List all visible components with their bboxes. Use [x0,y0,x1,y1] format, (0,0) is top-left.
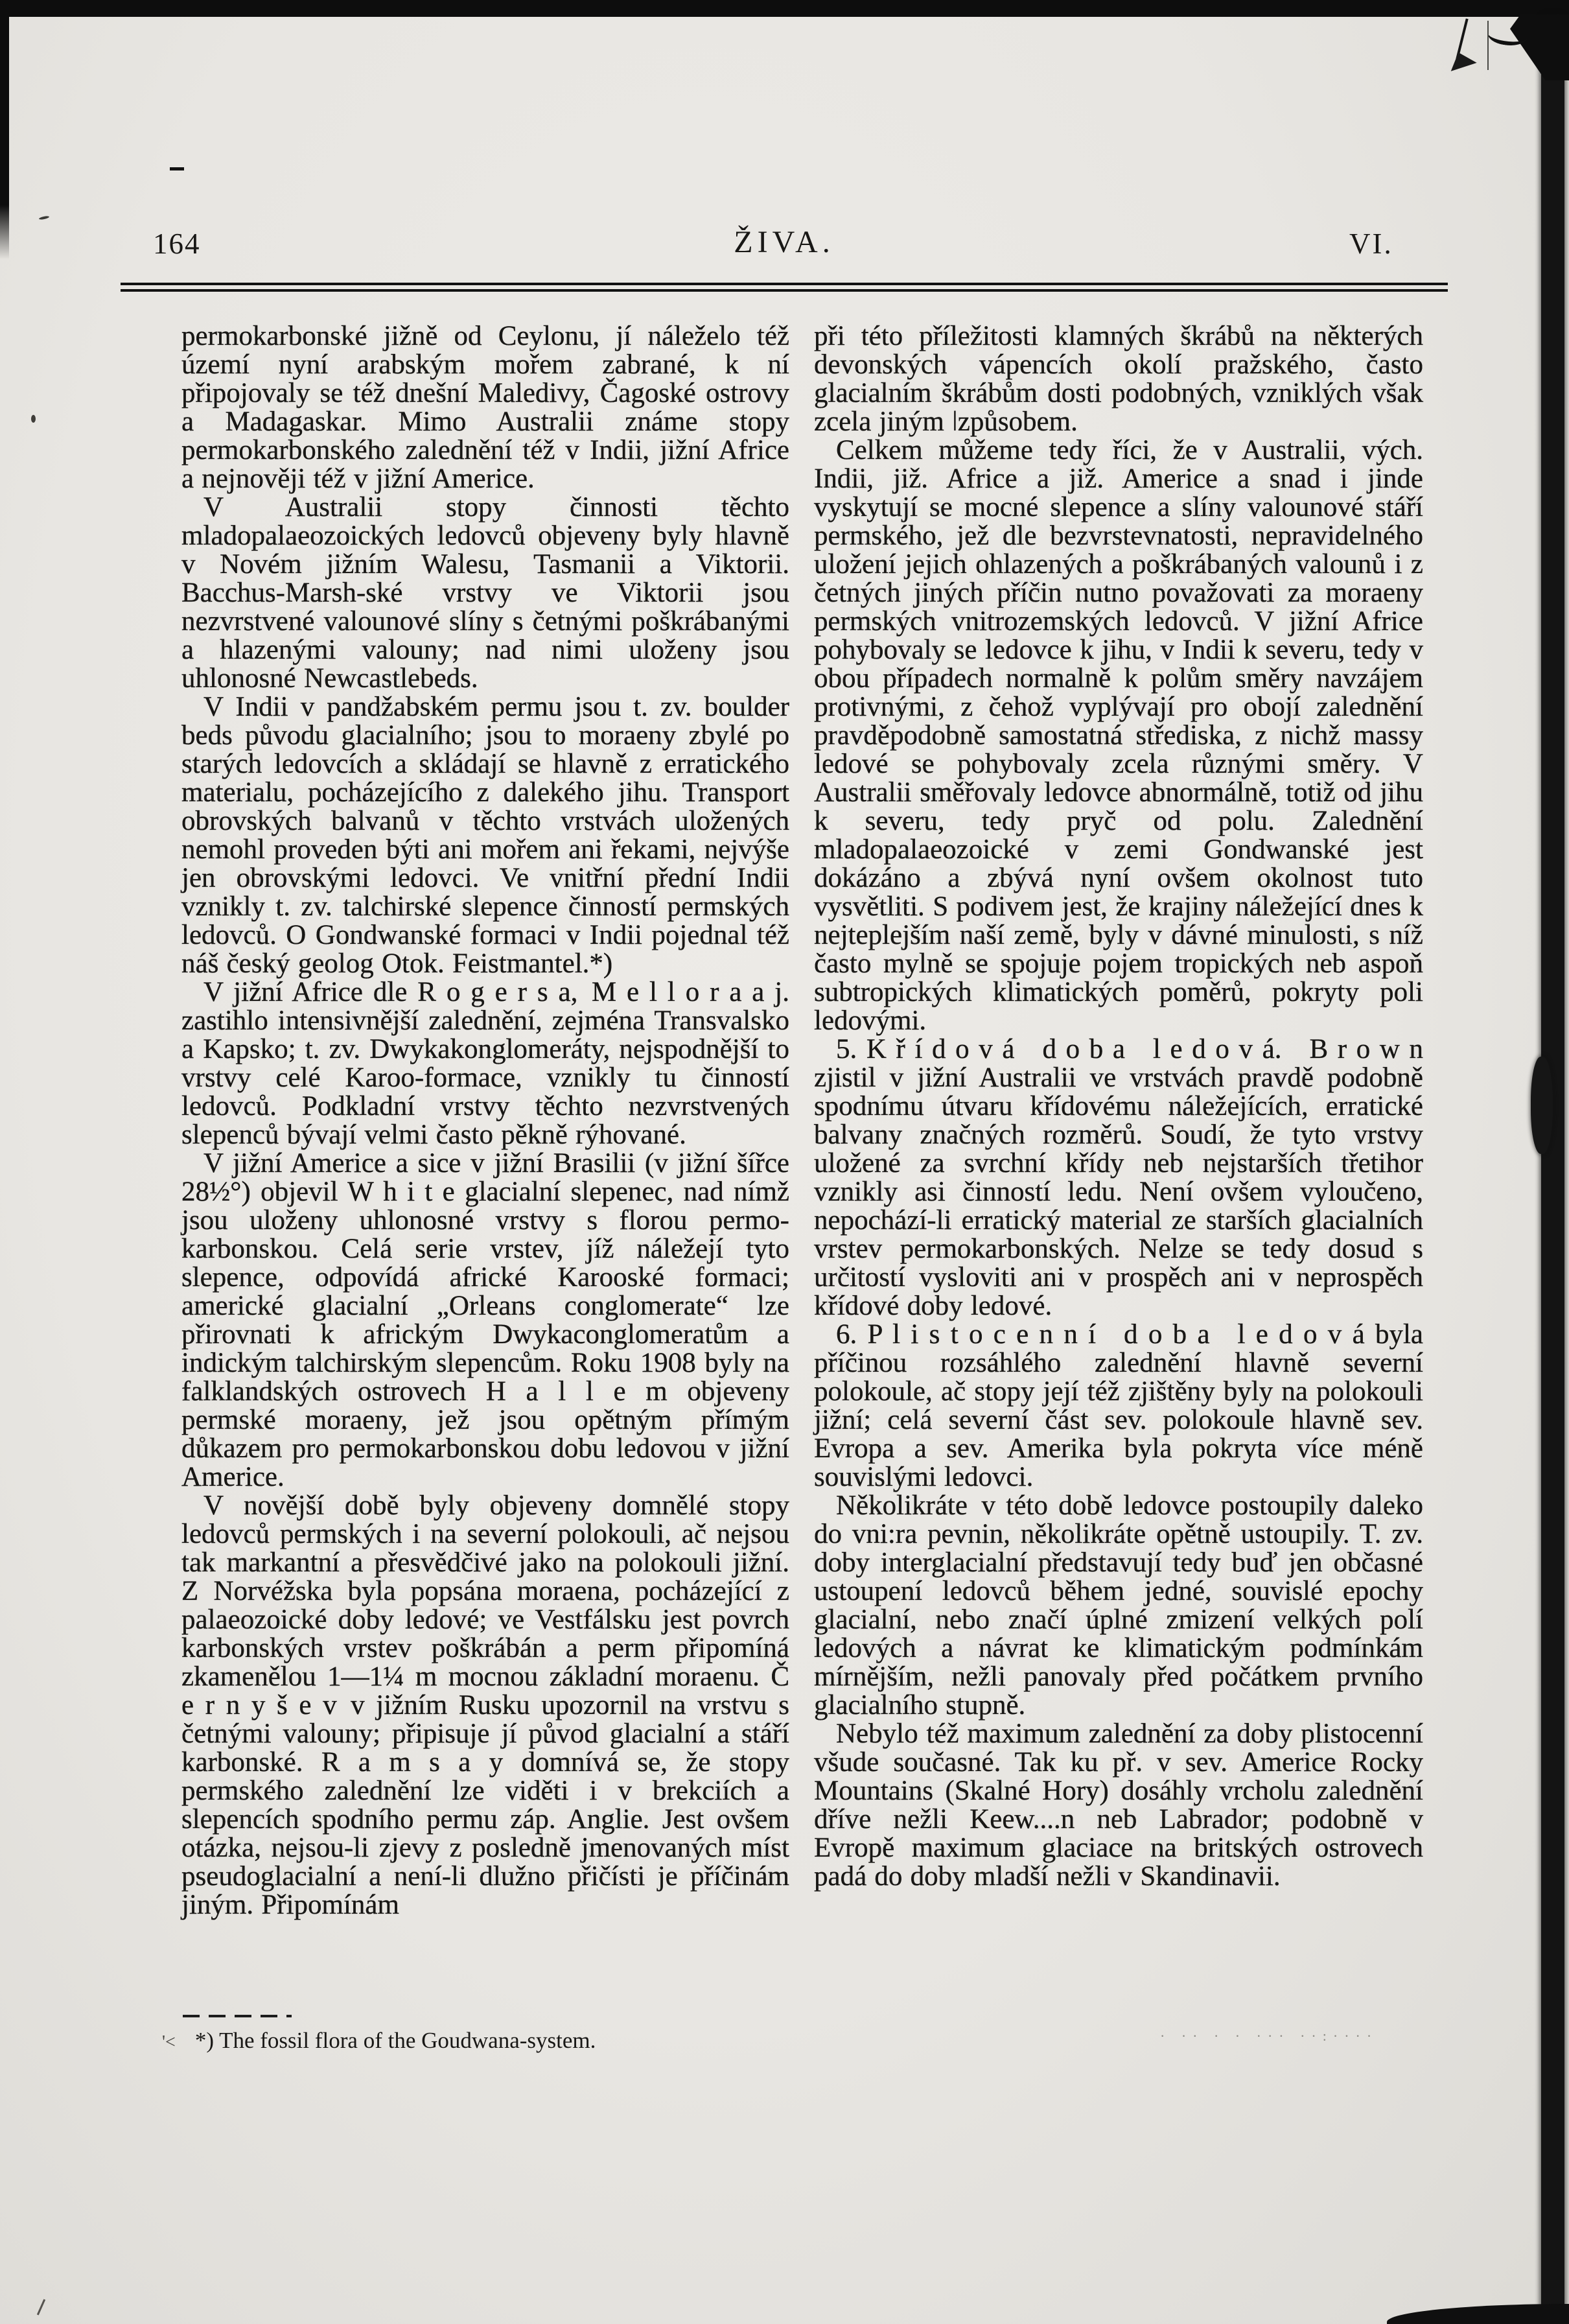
footnote [162,2028,1069,2054]
scan-thin-line [1487,21,1489,70]
paragraph: V Australii stopy činnosti těchto mladopalaeozoických ledovců objeveny byly hlavně v Novém jižním Walesu, Tasmanii a Viktorii. Bacchus-Marsh-ské vrstvy ve Viktorii jsou nezvrstvené valounové slíny s četnými poškrábanými a hlazenými valouny; nad nimi uloženy jsou uhlonosné Newcastlebeds. [181,492,789,694]
scan-specks: · ·· · · ··· ··:···· [1160,2028,1378,2044]
right-column [814,322,1423,1891]
paragraph: Nebylo též maximum zalednění za doby plistocenní všude současné. Tak ku př. v sev. Americe Rocky Mountains (Skalné Hory) dosáhly vrcholu zalednění dříve nežli Keew....n neb Labrador; podobně v Evropě maximum glaciace na britských ostrovech padá do doby mladší nežli v Skandinavii. [814,1719,1423,1892]
page-number: 164 [153,228,201,260]
header-rule [121,283,1448,292]
footnote-separator [183,2015,292,2017]
left-column [181,322,789,1919]
footnote-text: *) The fossil flora of the Goudwana-system. [194,2028,596,2053]
scan-triangle-mark [1446,48,1476,71]
paragraph: 5. K ř í d o v á d o b a l e d o v á. B r o w n zjistil v jižní Australii ve vrstvách pravdě podobně spodnímu útvaru křídovému náležejících, erratické balvany značných rozměrů. Soudí, že tyto vrstvy uložené za svrchní křídy neb nejstarších třetihor vznikly asi činností ledu. Není ovšem vyloučeno, nepochází-li erratický material ze starších glacialních vrstev permokarbonských. Nelze se tedy dosud s určitostí vysloviti ani v prospěch ani v neprospěch křídové doby ledové. [814,1034,1423,1321]
scan-stray-slash [37,2299,45,2316]
paragraph: V Indii v pandžabském permu jsou t. zv. boulder beds původu glacialního; jsou to moraeny zbylé po starých ledovcích a skládají se hlavně z erratického materialu, pocházejícího z dalekého jihu. Transport obrovských balvanů v těchto vrstvách uložených nemohl proveden býti ani mořem ani řekami, nejvýše jen obrovskými ledovci. Ve vnitřní přední Indii vznikly t. zv. talchirské slepence činností permských ledovců. O Gondwanské formaci v Indii pojednal též náš český geolog Otok. Feistmantel.*) [181,692,789,979]
scan-edge-left [0,13,9,259]
paragraph: při této příležitosti klamných škrábů na některých devonských vápencích okolí pražského, často glacialním škrábům dosti podobných, vzniklých však zcela jiným ǀzpůsobem. [814,321,1423,437]
scan-stray-dot [31,415,36,423]
journal-title: ŽIVA. [734,225,835,259]
footnote-margin-mark: '< [162,2032,176,2052]
paragraph: permokarbonské jižně od Ceylonu, jí náleželo též území nyní arabským mořem zabrané, k ní připojovaly se též dnešní Maledivy, Čagoské ostrovy a Madagaskar. Mimo Australii známe stopy permokarbonského zalednění též v Indii, jižní Africe a nejnověji též v jižní Americe. [181,321,789,494]
scan-stray-tilde [39,215,49,220]
scan-edge-blob [1531,1057,1553,1154]
paragraph: V novější době byly objeveny domnělé stopy ledovců permských i na severní polokouli, ač nejsou tak markantní a přesvědčivé jako na polokouli jižní. Z Norvéžska byla popsána moraena, pocházející z palaeozoické doby ledové; ve Vestfálsku jest povrch karbonských vrstev poškrábán a perm připomíná zkamenělou 1—1¼ m mocnou základní moraenu. Č e r n y š e v v jižním Rusku upozornil na vrstvu s četnými valouny; připisuje jí původ glacialní a stáří karbonské. R a m s a y domnívá se, že stopy permského zalednění lze viděti i v brekciích a slepencích spodního permu záp. Anglie. Jest ovšem otázka, nejsou-li zjevy z posledně jmenovaných míst pseudoglacialní a není-li dlužno přičísti je příčinám jiným. Připomínám [181,1490,789,1920]
paragraph: V jižní Africe dle R o g e r s a, M e l l o r a a j. zastihlo intensivnější zalednění, zejména Transvalsko a Kapsko; t. zv. Dwykakonglomeráty, nejspodnější to vrstvy celé Karoo-formace, vznikly tu činností ledovců. Podkladní vrstvy těchto nezvrstvených slepenců bývají velmi často pěkně rýhované. [181,977,789,1150]
volume-number: VI. [1349,228,1393,260]
scan-edge-top [0,0,1569,17]
scan-corner-wedge [1510,14,1569,80]
scan-stray-dash [170,167,184,170]
scan-edge-bottom [1387,2304,1569,2324]
scan-edge-right [1541,16,1564,2324]
paragraph: 6. P l i s t o c e n n í d o b a l e d o v á byla příčinou rozsáhlého zalednění hlavně severní polokoule, ač stopy její též zjištěny byly na polokouli jižní; celá severní část sev. polokoule hlavně sev. Evropa a sev. Amerika byla pokryta více méně souvislými ledovci. [814,1319,1423,1492]
paragraph: V jižní Americe a sice v jižní Brasilii (v jižní šířce 28½°) objevil W h i t e glacialní slepenec, nad nímž jsou uloženy uhlonosné vrstvy s florou permo-karbonskou. Celá serie vrstev, jíž náležejí tyto slepence, odpovídá africké Karooské formaci; americké glacialní „Orleans conglomerate“ lze přirovnati k africkým Dwykaconglomeratům a indickým talchirským slepencům. Roku 1908 byly na falklandských ostrovech H a l l e m objeveny permské moraeny, jež jsou opětným přímým důkazem pro permokarbonskou dobu ledovou v jižní Americe. [181,1148,789,1492]
paragraph: Celkem můžeme tedy říci, že v Australii, vých. Indii, již. Africe a již. Americe a snad i jinde vyskytují se mocné slepence a slíny valounové stáří permského, jež dle bezvrstevnatosti, nepravidelného uložení jejich ohlazených a poškrábaných valounů i z četných jiných příčin nutno považovati za moraeny permských vnitrozemských ledovců. V jižní Africe pohybovaly se ledovce k jihu, v Indii k severu, tedy v obou případech normalně k polům směry navzájem protivnými, z čehož vyplývají pro obojí zalednění pravděpodobně samostatná střediska, z nichž massy ledové se pohybovaly zcela různými směry. V Australii směřovaly ledovce abnormálně, totiž od jihu k severu, tedy pryč od polu. Zalednění mladopalaeozoické v zemi Gondwanské jest dokázáno a zbývá nyní ovšem okolnost tuto vysvětliti. S podivem jest, že krajiny náležející dnes k nejteplejším naší země, byly v dávné minulosti, s níž často mylně se spojuje pojem tropických neb aspoň subtropických klimatických poměrů, pokryty poli ledovými. [814,435,1423,1036]
paragraph: Několikráte v této době ledovce postoupily daleko do vni:ra pevnin, několikráte opětně ustoupily. T. zv. doby interglacialní představují tedy buď jen občasné ustoupení ledovců během jedné, souvislé epochy glacialní, nebo značí úplné zmizení velkých polí ledových a návrat ke klimatickým podmínkám mírnějším, nežli panovaly před počátkem prvního glacialního stupně. [814,1490,1423,1720]
